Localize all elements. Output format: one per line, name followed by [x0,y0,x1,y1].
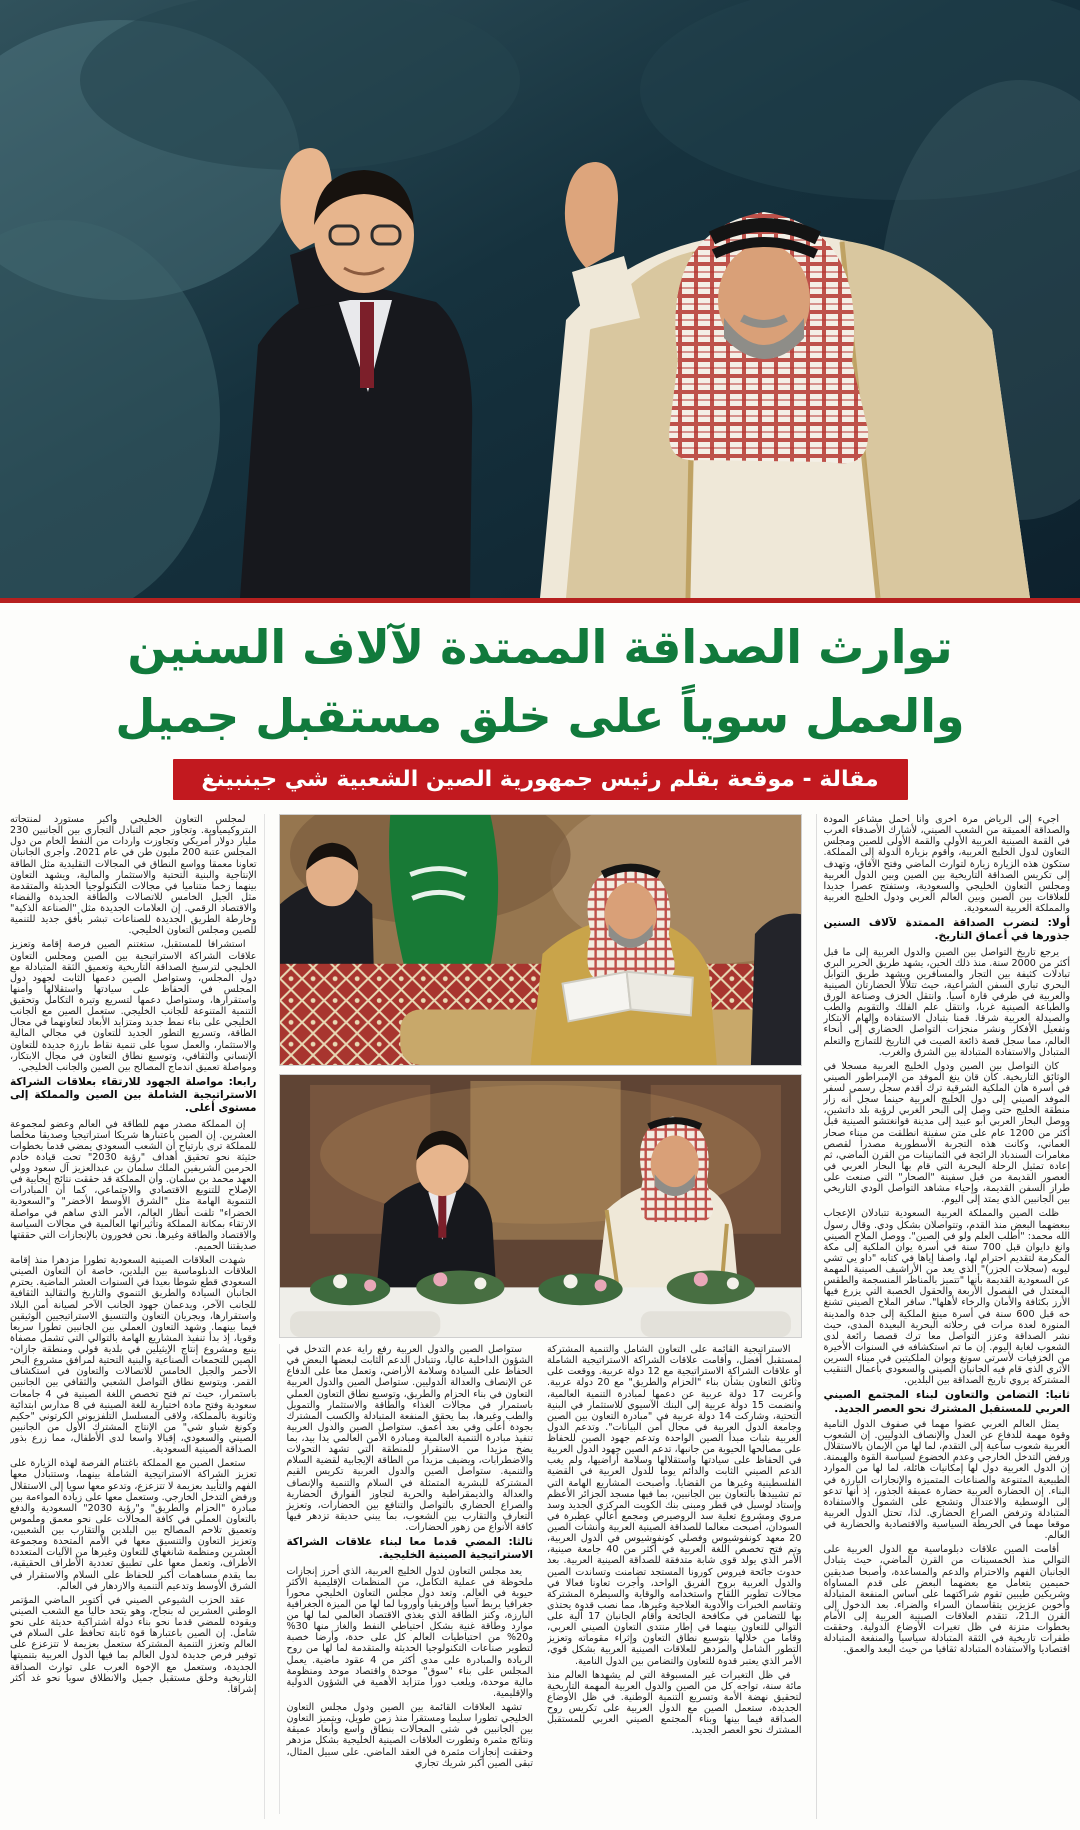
headline-line-1: توارث الصداقة الممتدة لآلاف السنين [127,620,953,674]
paragraph: ظلت الصين والمملكة العربية السعودية تتبادلان الإعجاب ببعضهما البعض منذ القدم، وتتواصلان بشكل ودي. وقال رسول الله محمد: "أطلب العلم ولو في الصين". ووصل الملاح الصيني وانغ دايوان قبل 700 سنة في أسرة يوان الملكية إلى مكة المكرمة لتقديم احترام لها، واصفا إياها في كتابه "داو يي تشي ليويه (سجلات الجزر)" الذي يعد من الأراشيف الصينية المهمة عن السعودية القديمة بأنها "تتميز بالمناظر المنسجمة والطقس المعتدل في الفصول الأربعة والحقول الخصبة التي يزرع فيها الأرز بكثافة والأمان والرخاء لأهلها". سافر الملاح الصيني تشنغ خه قبل 600 سنة في أسرة مينغ الملكية إلى جدة والمدينة المنورة لعدة مرات في رحلاته البحرية البعيدة المدى، حيث نشر الصداقة وعزز التواصل معا ترك قصصا رائعة لدى الشعوب لغاية اليوم. إن ما تم استكشافه في السنوات الأخيرة من الخزفيات لأسرتي سونغ ويوان الملكيتين في ميناء السرين الأثري الذي قام فيه الجانبان الصيني والسعودي بأعمال التنقيب المشتركة يروي تاريخ الصداقة بين البلدين. [823,1208,1070,1387]
paragraph: لمجلس التعاون الخليجي وأكبر مستورد لمنتجاته البتروكيمياوية. وتجاوز حجم التبادل التجاري بين الجانبين 230 مليار دولار أمريكي وتجاوزت واردات من النفط الخام من دول المجلس عتبة 200 مليون طن في عام 2021. وأجرى الجانبان تعاونا معمقا وواسع النطاق في المجالات التقليدية مثل الطاقة الإنتاجية والبنية التحتية والاستثمار والمالية، ويشهد التعاون بينهما زخما متناميا في مجالات التكنولوجيا الحديثة والمتقدمة مثل الجيل الخامس للاتصالات والطاقة الجديدة والفضاء والاقتصاد الرقمي. إن العلامات الجديدة مثل "الصناعة الذكية" وخارطة الطريق الجديدة للصناعات تبشر بأفق جديد للتنمية للصين ومجلس التعاون الخليجي. [10,814,257,937]
paragraph: تشهد العلاقات القائمة بين الصين ودول مجلس التعاون الخليجي تطورا سليما ومستقرا منذ زمن طويل، ويتميز التعاون بين الجانبين في شتى المجالات بنطاق واسع وأبعاد عميقة ونتائج مثمرة وتطورت العلاقات الصينية الخليجية بشكل مزدهر وحققت إنجازات مثمرة في العقد الماضي. على سبيل المثال، تبقى الصين أكبر شريك تجاري [286,1702,533,1769]
paragraph: يعد مجلس التعاون لدول الخليج العربية، الذي أحرز إنجازات ملحوظة في عملية التكامل، من المنظمات الإقليمية الأكثر حيوية في العالم. وتعد دول مجلس التعاون الخليجي محورا جغرافيا يربط آسيا وإفريقيا وأوروبا لما لها من الميزة الجغرافية البارزة، وكنز الطاقة الذي يغذي الاقتصاد العالمي لما لها من موارد وطاقة غنية بشكل احتياطي النفط والغاز منها 30% و20% من احتياطيات العالم كل على حدة، وأرضا خصبة لتطوير صناعات التكنولوجيا الحديثة والمتقدمة لما لها من روح الريادة والمبادرة على مدى أكثر من 4 عقود ماضية. يعمل المجلس على بناء "سوق" موحدة واقتصاد موحد ومنظومة مالية موحدة، ويلعب دورا متزايد الأهمية في الشؤون الدولية والإقليمية. [286,1565,533,1699]
article-body [0,810,1080,1823]
column-2 [547,1344,802,1814]
section-heading-2: ثانيا: التضامن والتعاون لبناء المجتمع الصيني العربي للمستقبل المشترك نحو العصر الجديد. [823,1389,1070,1415]
hero-photo-xi-and-king-salman [0,0,1080,598]
section-heading-1: أولا: لنضرب الصداقة الممتدة لآلاف السنين جذورها في أعماق التاريخ. [823,917,1070,943]
paragraph: الاستراتيجية القائمة على التعاون الشامل والتنمية المشتركة لمستقبل أفضل، وأقامت علاقات الشراكة الاستراتيجية الشاملة أو علاقات الشراكة الاستراتيجية مع 12 دولة عربية. ووقعت على وثائق التعاون بشأن بناء "الحزام والطريق" مع 20 دولة عربية. وأعربت 17 دولة عربية عن دعمها لمبادرة التنمية العالمية، وانضمت 15 دولة عربية إلى البنك الآسيوي للاستثمار في البنية التحتية، وشاركت 14 دولة عربية في "مبادرة التعاون بين الصين وجامعة الدول العربية في مجال أمن البيانات". وتدعم الدول العربية بثبات مبدأ الصين الواحدة وتدعم جهود الصين للحفاظ على مصالحها الحيوية من جانبها، تدعم الصين جهود الدول العربية في الحفاظ على سيادتها واستقلالها وسلامة أراضيها، ولم يغب الدعم الصيني الثابت والدائم يوما للدول العربية في القضية الفلسطينية وغيرها من القضايا. وأصبحت المشاريع الهامة التي تم تشييدها بالتعاون بين الجانبين، بما فيها مسجد الجزائر الأعظم وإستاد لوسيل في قطر ومبنى بنك الكويت المركزي الجديد وسد مروي ومشروع تعلية سد الروصيرص ومجمع أعالي عطبرة في السودان، أصبحت معالما للصداقة الصينية العربية وأنشأت الصين 20 معهد كونفوشيوس وفصلي كونفوشيوس في الدول العربية، وتم فتح تخصص اللغة العربية في أكثر من 40 جامعة صينية، الأمر الذي يولد قوى شابة متدفقة للصداقة الصينية العربية. بعد حدوث جائحة فيروس كورونا المستجد تضامنت وتساندت الصين والدول العربية بروح الفريق الواحد، وأجرت تعاونا فعالا في مجالات تطوير اللقاح واستخدامه والوقاية والسيطرة المشتركة وتقاسم الخبرات والأدوية العلاجية وغيرها، مما نصب قدوة يحتذى بها للتضامن في مكافحة الجائحة وأقام الجانبان 17 آلية على التوالي للتعاون بينهما في إطار منتدى التعاون الصيني العربي، وقاما من خلالها بتوسيع نطاق التعاون وإثراء مقوماته وتعزيز التطور الشامل والمزدهر للعلاقات الصينية العربية بشكل قوي، الأمر الذي يعتبر قدوة للتعاون والتضامن بين الدول النامية. [547,1344,802,1667]
paragraph: أقامت الصين علاقات دبلوماسية مع الدول العربية على التوالي منذ الخمسينات من القرن الماضي، حيث يتبادل الجانبان الفهم والاحترام والدعم والمساعدة، وأصبحا صديقين حميمين يتعامل مع بعضهما البعض على قدم المساواة وشريكين طيبين تقوم شراكتهما على أساس المنفعة المتبادلة وأخوين عزيزين يتقاسمان السراء والضراء. بعد الدخول إلى القرن الـ21، تتقدم العلاقات الصينية العربية إلى الأمام بخطوات متزنة في ظل تغيرات الأوضاع الدولية. وحققت طفرات تاريخية في الثقة المتبادلة سياسيا والمنفعة المتبادلة اقتصاديا والاستفادة المتبادلة ثقافيا من حيث البعد والعمق. [823,1544,1070,1656]
paragraph: يرجع تاريخ التواصل بين الصين والدول العربية إلى ما قبل أكثر من 2000 سنة. منذ ذلك الحين، يشهد طريق الحرير البري تبادلات كثيفة بين التجار والمسافرين ويشهد طريق التوابل البحري تباري السفن الشراعية، حيث تتلألأ الحضارتان الصينية والعربية في طرفي قارة آسيا. وانتقل الخزف وصناعة الورق والطباعة الصينية غربا، وانتقل علم الفلك والتقويم والطب والصيدلة العربية شرقا. قمنا بتبادل الاستفادة وإلهام الابتكار وتفعيل الأفكار ونشر منجزات التواصل الحضاري إلى أنحاء العالم، مما سجل قصة ذائعة الصيت في التاريخ للتمازج والتعلم المتبادل والاستفادة المتبادلة بين الشرق والغرب. [823,946,1070,1058]
photo-block [279,814,802,1344]
paragraph: في ظل التغيرات غير المسبوقة التي لم يشهدها العالم منذ مائة سنة، تواجه كل من الصين والدول العربية المهمة التاريخية لتحقيق نهضة الأمة وتسريع التنمية الوطنية. في ظل الأوضاع الجديدة، ستعمل الصين مع الدول العربية على تكريس روح الصداقة فيما بينها وبناء المجتمع الصيني العربي للمستقبل المشترك نحو العصر الجديد. [547,1669,802,1737]
section-heading-3: ثالثا: المضي قدما معا لبناء علاقات الشراكة الاستراتيجية الصينية الخليجية. [286,1536,533,1562]
paragraph: أجيء إلى الرياض مرة أخرى وأنا أحمل مشاعر المودة والصداقة العميقة من الشعب الصيني، لأشارك الأصدقاء العرب في القمة الصينية العربية الأولى والقمة الأولى للصين ومجلس التعاون لدول الخليج العربية، وأقوم بزيارة الدولة إلى المملكة. ستكون هذه الزيارة زيارة لتوارث الماضي وفتح الآفاق، وتهدف إلى تكريس الصداقة التاريخية بين الصين وبين الدول العربية ومجلس التعاون الخليجي والسعودية، وستفتح عصرا جديدا للعلاقات بين الصين وبين العالم العربي ودول الخليج العربية والمملكة العربية السعودية. [823,814,1070,914]
paragraph: يمثل العالم العربي عضوا مهما في صفوف الدول النامية وقوة مهمة للدفاع عن العدل والإنصاف الدوليين. إن الشعوب العربية شعوب ساعية إلى التقدم، لما لها من الإيمان بالاستقلال ورفض التدخل الخارجي وعدم الخضوع لسياسة القوة والهيمنة. إن الدول العربية دول لها إمكانيات هائلة، لما لها من الموارد الطبيعية المتنوعة والصناعات المتميزة والإنجازات البارزة في البناء. إن الحضارة العربية حضارة عميقة الجذور، إذ أنها تدعو إلى الوسطية والاعتدال وتشجع على الشمول والاستفادة المتبادلة وترفض الصراع الحضاري. لذا، تحتل الدول العربية موقعا مهما في الخريطة السياسية والاقتصادية والحضارية في العالم. [823,1418,1070,1542]
paragraph: ستعمل الصين مع المملكة باغتنام الفرصة لهذه الزيارة على تعزيز الشراكة الاستراتيجية الشاملة بينهما، وستتبادل معها الفهم والتأييد بعزيمة لا تتزعزع، وتدعو معها سويا إلى الاستقلال ورفض التدخل الخارجي. وستعمل معها على زيادة المواءمة بين مبادرة "الحزام والطريق" و"رؤية 2030" السعودية والدفع بالتعاون العملي في كافة المجالات على نحو معمق وملموس وتعميق تلاحم المصالح بين البلدين والتقارب بين الشعبين، وتعزيز التعاون والتنسيق معها في الأمم المتحدة ومجموعة العشرين ومنظمة شانغهاي للتعاون وغيرها من الآليات المتعددة الأطراف، وتعمل معها على تطبيق تعددية الأطراف الحقيقية، بما يقدم مساهمات أكبر للحفاظ على السلام والاستقرار في الشرق الأوسط وتدعيم التنمية والازدهار في العالم. [10,1458,257,1592]
column-1 [816,814,1071,1819]
column-3 [279,1344,534,1814]
paragraph: كان التواصل بين الصين ودول الخليج العربية مسجلا في الوثائق التاريخية. كان قان ينغ الموفد من الإمبراطور الصيني في أسرة هان الملكية الشرقية ترك أقدم سجل رسمي لسفر الموفد الصيني إلى دول الخليج العربية حينما سجل أنه زار منطقة الخليج حتى وصل إلى البحر الغربي لرؤية بلد داتشين، ووصل البحار العربي أبو عبيد إلى مدينة قوانغتشو الصينية قبل أكثر من 1200 عام على متن سفينة انطلقت من ميناء صحار العماني، وكانت هذه التجربة الأسطورية مصدرا لقصص مغامرات السندباد الرائجة في الثمانينات من القرن الماضي، ثم إعادة تمثيل الرحلة البحرية التي قام بها البحار العربي في العصور القديمة من قبل سفينة "الصحار" التي صنعت على طراز السفن القديمة، وإحياء مشاهد التواصل الودي التاريخي بين الجانبين الذي يمتد إلى اليوم. [823,1060,1070,1206]
paragraph: إن المملكة مصدر مهم للطاقة في العالم وعضو لمجموعة العشرين. إن الصين باعتبارها شريكا استراتيجيا وصديقا مخلصا للمملكة ترى بارتياح أن الشعب السعودي يمضي قدما بخطوات حثيثة نحو تحقيق أهداف "رؤية 2030" تحت قيادة خادم الحرمين الشريفين الملك سلمان بن عبدالعزيز آل سعود وولي العهد محمد بن سلمان. وأن المملكة قد حققت نتائج إيجابية في الإصلاح للتنويع الاقتصادي والاجتماعي، كما أن المبادرات التنموية الهامة مثل "الشرق الأوسط الأخضر" و"السعودية الخضراء" تلفت أنظار العالم، الأمر الذي ساهم في مواصلة الارتقاء بمكانة المملكة وتأثيراتها العالمية في مجالات السياسة والاقتصاد والطاقة وغيرها. نحن فخورون بالإنجازات التي حققتها صديقتنا الحميم. [10,1118,257,1252]
paragraph: استشرافا للمستقبل، ستغتنم الصين فرصة إقامة وتعزيز علاقات الشراكة الاستراتيجية بين الصين ومجلس التعاون الخليجي لترسيخ الصداقة التاريخية وتعميق الثقة المتبادلة مع دول المجلس، وستواصل الصين دعمها الثابت لجهود دول المجلس في الحفاظ على سيادتها واستقلالها وأمنها واستقرارها، وستواصل دعمها لتسريع وتيرة التكامل وتحقيق التنمية المتنوعة للجانب الخليجي. ستعمل الصين مع الجانب الخليجي على بناء نمط جديد ومتزايد الأبعاد لتعاونهما في مجال الطاقة، وتسريع التطور الجديد للتعاون في مجالي المالية والاستثمار، والعمل سويا على تنمية نقاط بارزة جديدة للتعاون الإنساني والثقافي، وتوسيع نطاق التعاون في مجال الابتكار، ومواصلة تعميق اندماج المصالح بين الصين والجانب الخليجي. [10,939,257,1073]
byline-bar: مقالة - موقعة بقلم رئيس جمهورية الصين الشعبية شي جينبينغ [173,759,908,800]
paragraph: عقد الحزب الشيوعي الصيني في أكتوبر الماضي المؤتمر الوطني العشرين له بنجاح، وهو يتحد حاليا مع الشعب الصيني ويقوده للمضي قدما نحو بناء دولة اشتراكية حديثة على نحو شامل. إن الصين باعتبارها قوة ثابتة تحافظ على السلام في العالم وتعزز التنمية المشتركة ستعمل بعزيمة لا تتزعزع على توفير فرص جديدة لدول العالم بما فيها الدول العربية بتنميتها الجديدة، وستعمل مع الإخوة العرب على توارث الصداقة التاريخية وخلق مستقبل جميل والانطلاق سويا نحو غد أكثر إشراقا. [10,1594,257,1695]
section-heading-4: رابعا: مواصلة الجهود للارتقاء بعلاقات الشراكة الاستراتيجية الشاملة بين الصين والمملكة إلى مستوى أعلى. [10,1075,257,1115]
photo-king-salman-with-book [279,814,802,1066]
headline-line-2: والعمل سوياً على خلق مستقبل جميل [115,689,965,743]
headline [0,603,1080,751]
paragraph: شهدت العلاقات الصينية السعودية تطورا مزدهرا منذ إقامة العلاقات الدبلوماسية بين البلدين، خاصة أن التعاون الصيني السعودي قطع شوطا بعيدا في السنوات العشر الماضية. يحترم الجانبان السيادة والطريق التنموي والتاريخ والتقاليد الثقافية للجانب الآخر، ويدعمان جهود الجانب الآخر لصيانة أمن البلاد واستقرارها، ويجريان التعاون والتنسيق الاستراتيجيين الوثيقين فيما بينهما. وشهد التعاون العملي بين الجانبين تطورا سريعا وقويا، إذ بدأ تنفيذ المشاريع الهامة بالتوالي التي تشمل مصفاة ينبع ومشروع إنتاج الإيثيلين في بلدية قولي ومنطقة جازان-الصين للتجمعات الصناعية والبنية التحتية لمرافق مشروع البحر الأحمر والجيل الخامس للاتصالات والتعاون في استكشاف القمر. ويتوسع نطاق التواصل الشعبي والثقافي بين الجانبين باستمرار، حيث تم فتح تخصص اللغة الصينية في 4 جامعات سعودية وفتح مادة اختيارية للغة الصينية في 8 مدارس ابتدائية وثانوية بالمملكة، ولاقى المسلسل التلفزيوني الكرتوني "حكيم وكونغ شياو شي" من الإنتاج المشترك الأول من الجانبين الصيني والسعودي، إقبالا واسعا لدى الأطفال، مما زرع بذور الصداقة الصينية السعودية. [10,1255,257,1456]
photo-xi-and-king-salman-event [279,1074,802,1338]
paragraph: ستواصل الصين والدول العربية رفع راية عدم التدخل في الشؤون الداخلية عاليا، وتتبادل الدعم الثابت لبعضها البعض في الحفاظ على السيادة وسلامة الأراضي، وتعمل معا على الدفاع عن الإنصاف والعدالة الدوليين. ستواصل الصين والدول العربية التعاون في بناء الحزام والطريق، وتوسيع نطاق التعاون العملي باستمرار في مجالات الغذاء والطاقة والاستثمار والتمويل والطب وغيرها، بما يحقق المنفعة المتبادلة والكسب المشترك بجودة أعلى وفي بعد أعمق. ستواصل الصين والدول العربية تنفيذ مبادرة التنمية العالمية ومبادرة الأمن العالمي يدا بيد، بما يضخ مزيدا من الاستقرار للمنطقة التي تشهد التحولات والاضطرابات، ويضيف مزيدا من الطاقة الإيجابية لقضية السلام والتنمية. ستواصل الصين والدول العربية تكريس القيم المشتركة للبشرية المتمثلة في السلام والتنمية والإنصاف والعدالة والديمقراطية والحرية لتجاوز الفوارق الحضارية والصراع الحضاري بالتواصل والتنافع بين الحضارات، وتعزيز التعارف والتقارب بين الشعوب، بما يبني حديقة تزدهر فيها كافة الأنواع من زهور الحضارات. [286,1344,533,1533]
column-4 [10,814,265,1819]
